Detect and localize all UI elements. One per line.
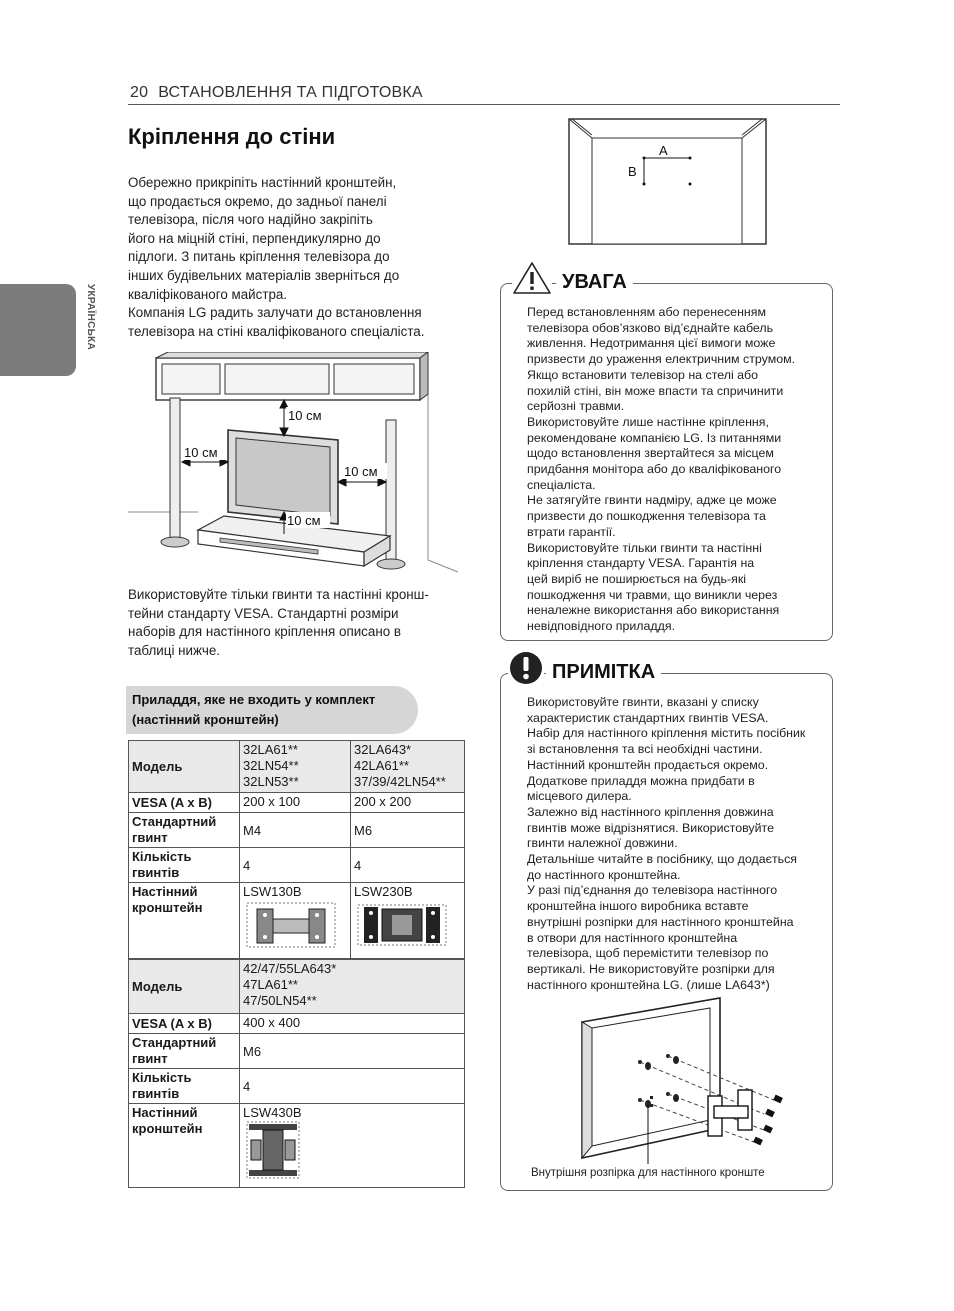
table-cell: 4 [351,848,465,883]
row-label-screw: Стандартний гвинт [129,813,240,848]
spacer-caption: Внутрішня розпірка для настінного кронште [531,1167,765,1179]
row-label-bracket: Настінний кронштейн [129,1104,240,1188]
clearance-illustration [128,352,458,580]
wall-mount-spec-table-2 [128,959,465,1188]
row-label-count: Кількість гвинтів [129,848,240,883]
table-cell: M4 [240,813,351,848]
row-label-vesa: VESA (A x B) [129,793,240,813]
bracket-model: LSW430B [243,1105,302,1120]
exclamation-circle-icon [508,650,544,686]
clearance-top-label: 10 см [288,408,322,423]
caution-title: УВАГА [556,271,633,294]
vesa-b-label: B [628,164,637,179]
section-name: ВСТАНОВЛЕННЯ ТА ПІДГОТОВКА [158,84,423,101]
intro-paragraph: Обережно прикріпіть настінний кронштейн, що продається окремо, до задньої панелі телевізора, після чого надійно закріпіть його на міцній стіні, перпендикулярно до підлоги. З питань кріплення телевізора до інших будівельних матеріалів зверніться до кваліфікованого майстра. Компанія LG радить залучати до встановлення телевізора на стіні кваліфікованого спеціаліста. [128,175,425,339]
clearance-bottom-label: 10 см [287,513,321,528]
page-header [130,84,423,102]
table-row [129,1069,465,1104]
table-row [129,741,465,793]
note-text: Використовуйте гвинти, вказані у списку характеристик стандартних гвинтів VESA. Набір для настінного кріплення містить посібник зі встановлення та всі необхідні частини. Настінний кронштейн продається окремо. Додаткове приладдя можна придбати в місцевого дилера. Залежно від настінного кріплення довжина гвинтів може відрізнятися. Використовуйте гвинти належної довжини. Детальніше читайте в посібнику, що додається до настінного кронштейна. У разі під’єднання до телевізора настінного кронштейна іншого виробника вставте внутрішні розпірки для настінного кронштейна в отвори для настінного кронштейна телевізора, щоб перемістити телевізор по вертикалі. Не використовуйте розпірки для настінного кронштейна LG. (лише LA643*) [527,695,806,992]
table-row [129,1034,465,1069]
row-label-bracket: Настінний кронштейн [129,883,240,959]
clearance-left-label: 10 см [184,445,218,460]
warning-triangle-icon [512,261,552,295]
table-row [129,960,465,1014]
table-cell: 200 x 100 [240,793,351,813]
table-cell [351,883,465,959]
table-row [129,1014,465,1034]
table-cell: 32LA61** 32LN54** 32LN53** [240,741,351,793]
bracket-lsw130b-image [243,899,339,951]
table-cell: 400 x 400 [240,1014,465,1034]
caution-text: Перед встановленням або перенесенням телевізора обов’язково від’єднайте кабель живлення. Недотримання цієї вимоги може призвести до ураження електричним струмом. Якщо встановити телевізор на стелі або похилій стіні, він може впасти та спричинити серйозні травми. Використовуйте лише настінне кріплення, рекомендоване компанією LG. Із питаннями щодо встановлення звертайтеся за місцем придбання монітора або до кваліфікованого спеціаліста. Не затягуйте гвинти надміру, адже це може призвести до пошкодження телевізора та втрати гарантії. Використовуйте тільки гвинти та настінні кріплення стандарту VESA. Гарантія на цей виріб не поширюється на будь-які пошкодження чи травми, що виникли через неналежне використання або використання невідповідного приладдя. [527,305,796,634]
row-label-model: Модель [129,741,240,793]
table-cell: M6 [351,813,465,848]
table-cell [240,1104,465,1188]
vesa-dimension-figure [568,118,768,246]
table-row [129,1104,465,1188]
clearance-right-label: 10 см [344,464,378,479]
row-label-screw: Стандартний гвинт [129,1034,240,1069]
language-tab-label: УКРАЇНСЬКА [85,284,96,351]
section-title: Кріплення до стіни [128,124,336,149]
table-cell: 200 x 200 [351,793,465,813]
spacer-installation-illustration [578,996,784,1166]
vesa-paragraph: Використовуйте тільки гвинти та настінні кронш- тейни стандарту VESA. Стандартні розміри наборів для настінного кріплення описано в таблиці нижче. [128,587,429,658]
table-cell: 4 [240,1069,465,1104]
bracket-lsw230b-image [354,899,450,951]
bracket-lsw430b-image [243,1120,303,1180]
note-title: ПРИМІТКА [546,661,661,684]
row-label-model: Модель [129,960,240,1014]
table-cell: 42/47/55LA643* 47LA61** 47/50LN54** [240,960,465,1014]
table-cell [240,883,351,959]
table-row [129,883,465,959]
table-row [129,813,465,848]
row-label-count: Кількість гвинтів [129,1069,240,1104]
vesa-a-label: A [659,143,668,158]
accessory-label: Приладдя, яке не входить у комплект (настінний кронштейн) [132,692,376,727]
bracket-model: LSW230B [354,884,413,899]
page-number: 20 [130,84,149,101]
table-cell: 32LA643* 42LA61** 37/39/42LN54** [351,741,465,793]
language-side-tab [0,284,76,376]
table-row [129,793,465,813]
table-cell: 4 [240,848,351,883]
wall-mount-spec-table-1 [128,740,465,959]
bracket-model: LSW130B [243,884,302,899]
row-label-vesa: VESA (A x B) [129,1014,240,1034]
table-row [129,848,465,883]
header-rule [128,104,840,105]
table-cell: M6 [240,1034,465,1069]
